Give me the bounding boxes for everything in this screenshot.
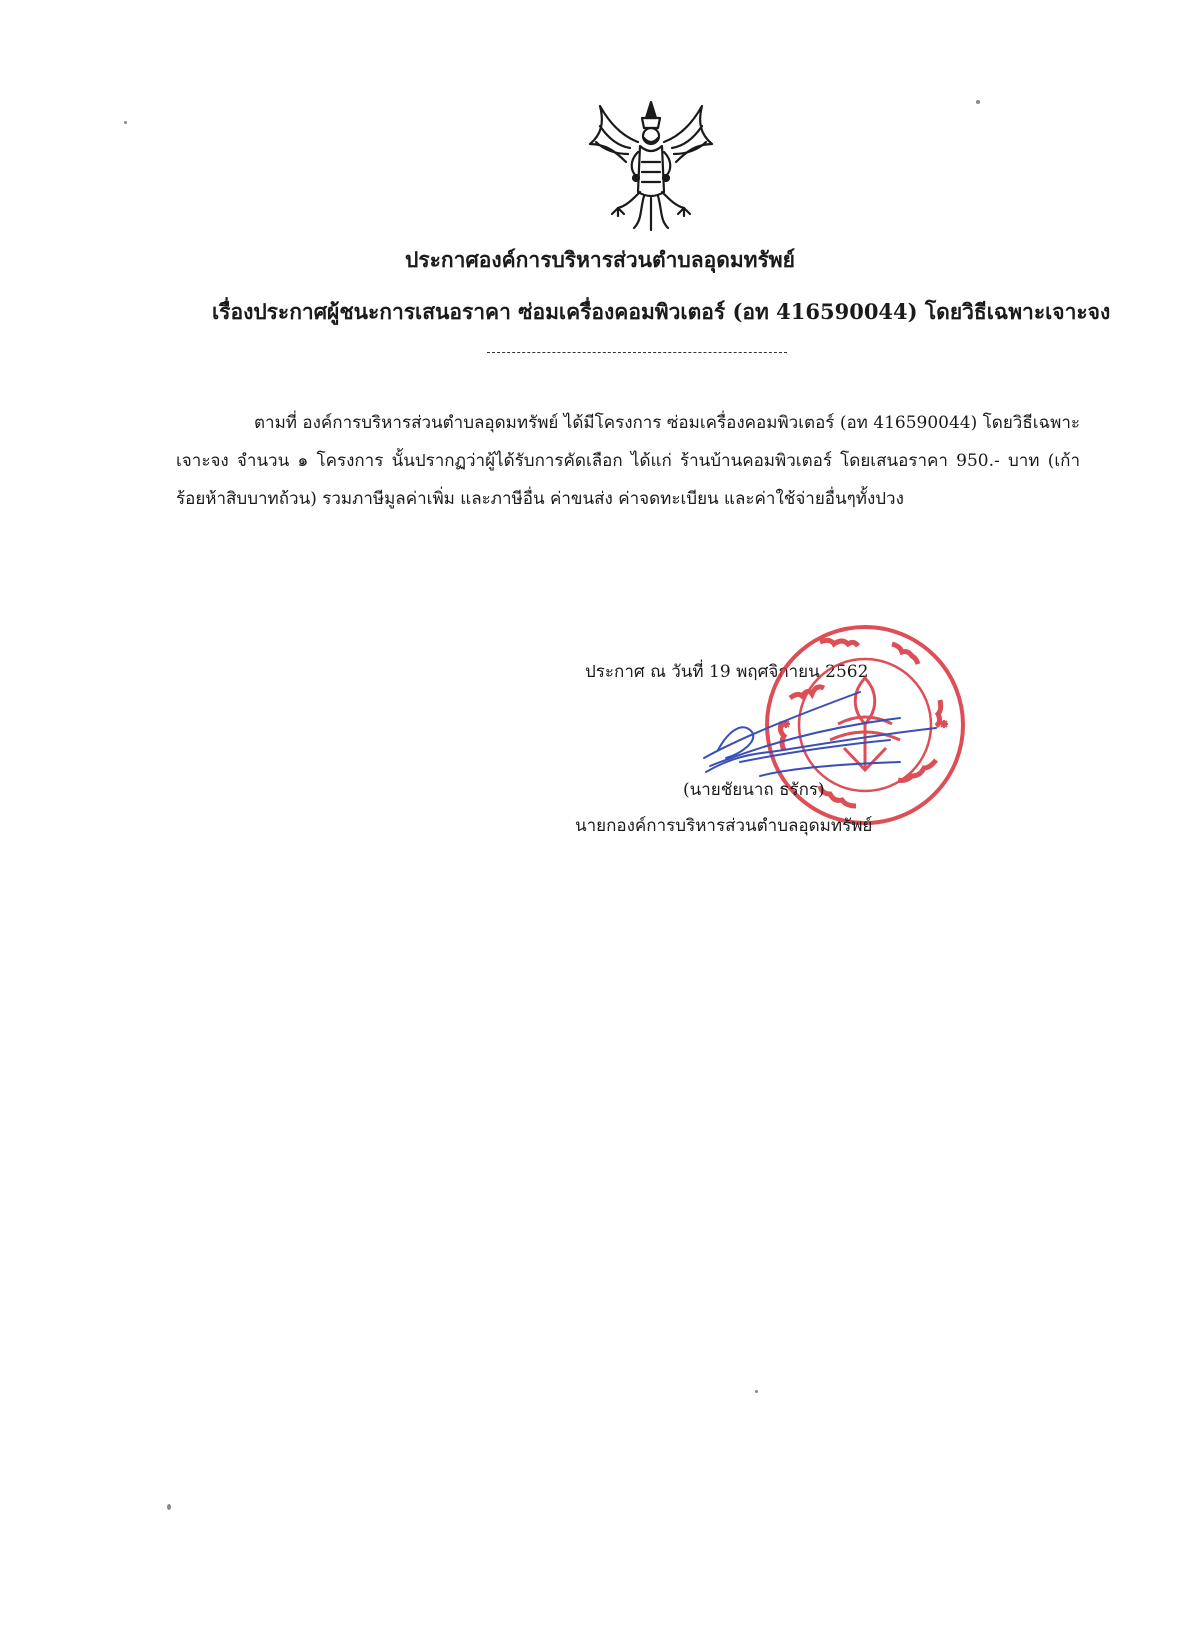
announcement-date: ประกาศ ณ วันที่ 19 พฤศจิกายน 2562 (585, 662, 869, 682)
signer-name: (นายชัยนาถ ธรักร) (683, 780, 825, 800)
scan-speck (755, 1390, 758, 1393)
scan-speck (976, 100, 980, 104)
garuda-emblem-icon (582, 96, 720, 234)
announcement-subject: เรื่องประกาศผู้ชนะการเสนอราคา ซ่อมเครื่องคอมพิวเตอร์ (อท 416590044) โดยวิธีเฉพาะเจาะจง (212, 299, 1111, 324)
scan-speck (124, 121, 127, 124)
signer-position: นายกองค์การบริหารส่วนตำบลอุดมทรัพย์ (575, 816, 873, 836)
announcement-body: ตามที่ องค์การบริหารส่วนตำบลอุดมทรัพย์ ได้มีโครงการ ซ่อมเครื่องคอมพิวเตอร์ (อท 416590044) โดยวิธีเฉพาะเจาะจง จำนวน ๑ โครงการ นั้นปรากฏว่าผู้ได้รับการคัดเลือก ได้แก่ ร้านบ้านคอมพิวเตอร์ โดยเสนอราคา 950.- บาท (เก้าร้อยห้าสิบบาทถ้วน) รวมภาษีมูลค่าเพิ่ม และภาษีอื่น ค่าขนส่ง ค่าจดทะเบียน และค่าใช้จ่ายอื่นๆทั้งปวง (176, 413, 1080, 509)
scan-speck (167, 1504, 171, 1510)
announcement-title: ประกาศองค์การบริหารส่วนตำบลอุดมทรัพย์ (405, 247, 795, 272)
title-divider (487, 352, 787, 353)
